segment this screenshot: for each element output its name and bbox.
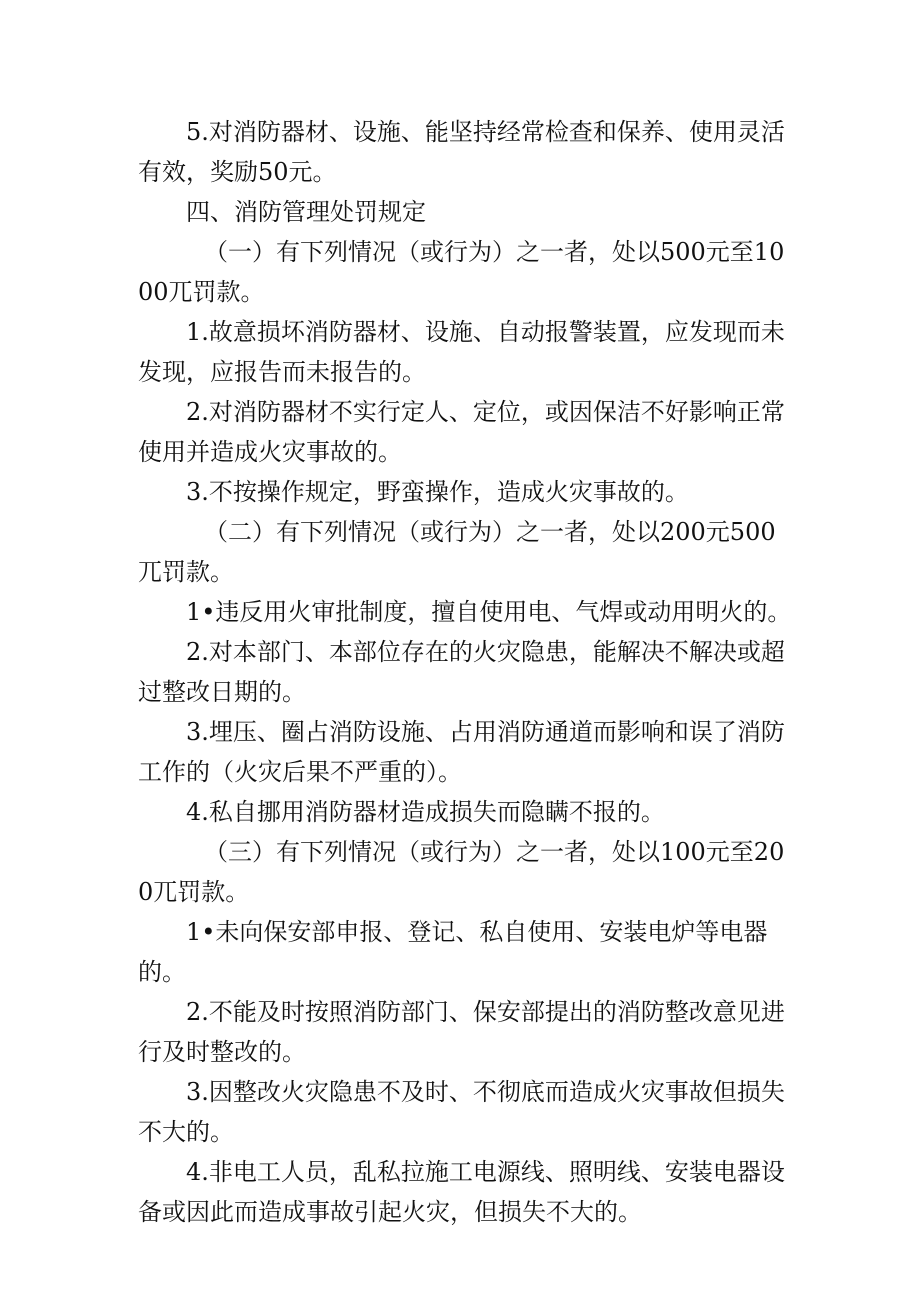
document-body <box>138 112 798 1232</box>
paragraph-penalty-3-2: 2.不能及时按照消防部门、保安部提出的消防整改意见进行及时整改的。 <box>138 998 785 1066</box>
subsection-heading-3: （三）有下列情况（或行为）之一者，处以100元至200兀罚款。 <box>138 838 785 906</box>
paragraph-penalty-1-1: 1.故意损坏消防器材、设施、自动报警装置，应发现而未发现，应报告而未报告的。 <box>138 318 785 386</box>
paragraph-penalty-3-1: 1•未向保安部申报、登记、私自使用、安装电炉等电器的。 <box>138 918 768 986</box>
paragraph-penalty-2-3: 3.埋压、圈占消防设施、占用消防通道而影响和误了消防工作的（火灾后果不严重的）。 <box>138 718 785 786</box>
paragraph-penalty-3-4: 4.非电工人员，乱私拉施工电源线、照明线、安装电器设备或因此而造成事故引起火灾，但损失不大的。 <box>138 1158 785 1226</box>
paragraph-penalty-1-3: 3.不按操作规定，野蛮操作，造成火灾事故的。 <box>186 478 689 506</box>
paragraph-penalty-2-1: 1•违反用火审批制度，擅自使用电、气焊或动用明火的。 <box>186 598 792 626</box>
paragraph-penalty-3-3: 3.因整改火灾隐患不及时、不彻底而造成火灾事故但损失不大的。 <box>138 1078 785 1146</box>
section-heading-penalties: 四、消防管理处罚规定 <box>186 198 426 226</box>
paragraph-reward-5: 5.对消防器材、设施、能坚持经常检查和保养、使用灵活有效，奖励50元。 <box>138 118 785 186</box>
paragraph-penalty-2-2: 2.对本部门、本部位存在的火灾隐患，能解决不解决或超过整改日期的。 <box>138 638 785 706</box>
paragraph-penalty-2-4: 4.私自挪用消防器材造成损失而隐瞒不报的。 <box>186 798 665 826</box>
subsection-heading-1: （一）有下列情况（或行为）之一者，处以500元至1000兀罚款。 <box>138 238 785 306</box>
paragraph-penalty-1-2: 2.对消防器材不实行定人、定位，或因保洁不好影响正常使用并造成火灾事故的。 <box>138 398 785 466</box>
subsection-heading-2: （二）有下列情况（或行为）之一者，处以200元500兀罚款。 <box>138 518 776 586</box>
